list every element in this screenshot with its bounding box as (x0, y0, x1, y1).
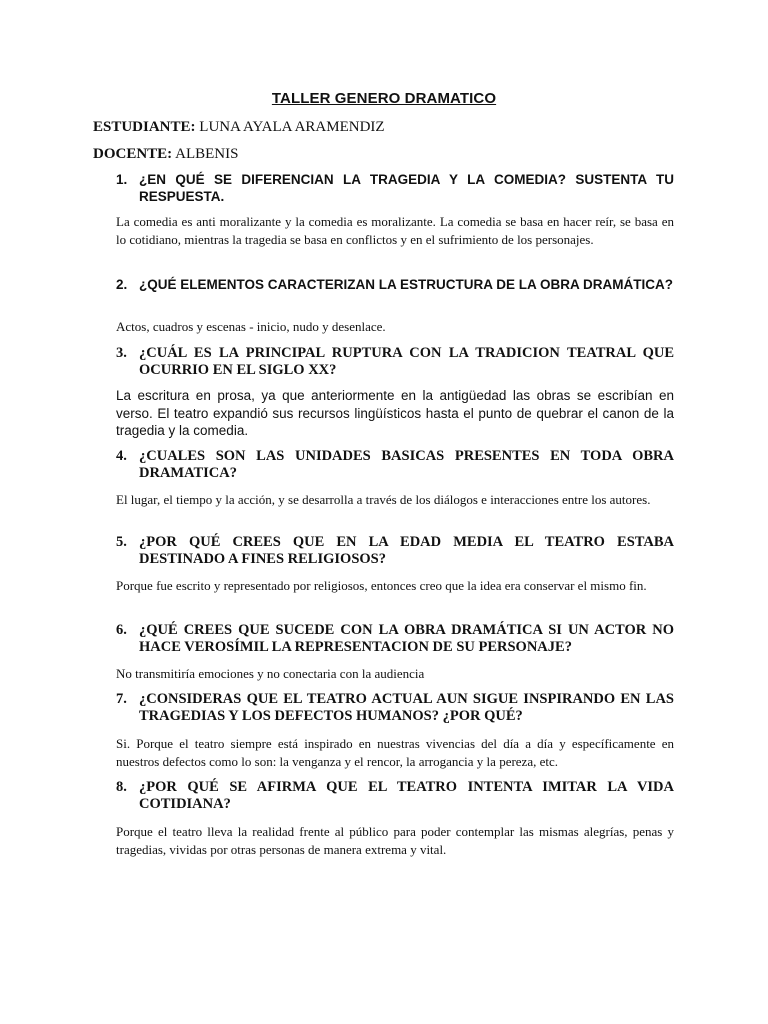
question-number: 4. (116, 448, 127, 464)
answer-3: La escritura en prosa, ya que anteriormente en la antigüedad las obras se escribían en verso. El teatro expandió sus recursos lingüísticos hasta el punto de quebrar el canon de la tragedia y la comedia. (116, 388, 674, 438)
question-text: ¿POR QUÉ CREES QUE EN LA EDAD MEDIA EL TEATRO ESTABA DESTINADO A FINES RELIGIOSOS? (139, 534, 674, 567)
answer-4: El lugar, el tiempo y la acción, y se desarrolla a través de los diálogos e interacciones entre los autores. (116, 492, 651, 507)
question-text: ¿CONSIDERAS QUE EL TEATRO ACTUAL AUN SIGUE INSPIRANDO EN LAS TRAGEDIAS Y LOS DEFECTOS HUMANOS? ¿POR QUÉ? (139, 691, 674, 724)
answer-1: La comedia es anti moralizante y la comedia es moralizante. La comedia se basa en hacer reír, se basa en lo cotidiano, mientras la tragedia se basa en conflictos y en el sufrimiento de los personajes. (116, 214, 674, 247)
teacher-label: DOCENTE: (93, 146, 173, 162)
question-text: ¿QUÉ CREES QUE SUCEDE CON LA OBRA DRAMÁTICA SI UN ACTOR NO HACE VEROSÍMIL LA REPRESENTACION DE SU PERSONAJE? (139, 622, 674, 655)
question-8 (116, 779, 674, 813)
student-line (93, 119, 385, 136)
question-number: 8. (116, 779, 127, 795)
question-4 (116, 448, 674, 482)
answer-6: No transmitiría emociones y no conectaria con la audiencia (116, 666, 425, 681)
question-number: 5. (116, 534, 127, 550)
student-name: LUNA AYALA ARAMENDIZ (199, 119, 385, 135)
answer-2: Actos, cuadros y escenas - inicio, nudo y desenlace. (116, 319, 386, 334)
question-number: 1. (116, 172, 128, 187)
question-text: ¿CUALES SON LAS UNIDADES BASICAS PRESENTES EN TODA OBRA DRAMATICA? (139, 448, 674, 481)
question-7 (116, 691, 674, 725)
question-number: 6. (116, 622, 127, 638)
question-number: 7. (116, 691, 127, 707)
question-text: ¿CUÁL ES LA PRINCIPAL RUPTURA CON LA TRADICION TEATRAL QUE OCURRIO EN EL SIGLO XX? (139, 345, 674, 378)
question-3 (116, 345, 674, 379)
question-1 (116, 171, 674, 205)
teacher-line (93, 146, 238, 163)
question-number: 3. (116, 345, 127, 361)
teacher-name: ALBENIS (175, 146, 239, 162)
answer-7: Si. Porque el teatro siempre está inspirado en nuestras vivencias del día a día y específicamente en nuestros defectos como lo son: la venganza y el rencor, la arrogancia y la pereza, etc. (116, 736, 674, 769)
answer-8: Porque el teatro lleva la realidad frente al público para poder contemplar las mismas alegrías, penas y tragedias, vividas por otras personas de manera extrema y vital. (116, 824, 674, 857)
question-2 (116, 276, 674, 293)
question-6 (116, 622, 674, 656)
document-title: TALLER GENERO DRAMATICO (271, 90, 497, 107)
question-number: 2. (116, 277, 128, 292)
answer-5: Porque fue escrito y representado por religiosos, entonces creo que la idea era conservar el mismo fin. (116, 578, 647, 593)
question-text: ¿QUÉ ELEMENTOS CARACTERIZAN LA ESTRUCTURA DE LA OBRA DRAMÁTICA? (139, 277, 673, 292)
question-5 (116, 534, 674, 568)
student-label: ESTUDIANTE: (93, 119, 196, 135)
question-text: ¿EN QUÉ SE DIFERENCIAN LA TRAGEDIA Y LA COMEDIA? SUSTENTA TU RESPUESTA. (139, 172, 674, 204)
question-text: ¿POR QUÉ SE AFIRMA QUE EL TEATRO INTENTA IMITAR LA VIDA COTIDIANA? (139, 779, 674, 812)
